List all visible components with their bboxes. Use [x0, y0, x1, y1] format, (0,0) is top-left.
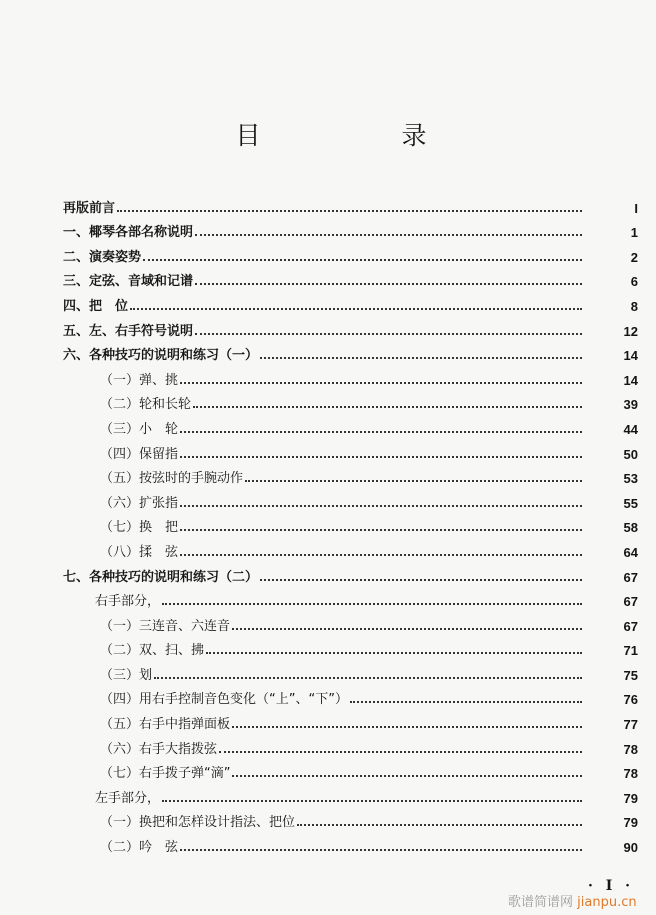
- toc-entry: [63, 412, 638, 437]
- toc-entry-page: 1: [630, 225, 638, 241]
- toc-entry-page: 2: [630, 249, 638, 265]
- page-number-footer: · I ·: [588, 878, 635, 894]
- dot-leader: [180, 849, 582, 851]
- toc-entry-page: 75: [623, 667, 638, 683]
- toc-entry: [63, 609, 638, 634]
- dot-leader: [180, 431, 582, 433]
- toc-entry-page: 58: [623, 520, 638, 536]
- toc-entry-label: 三、定弦、音域和记谱: [63, 274, 194, 290]
- page-title: 目 录: [235, 121, 485, 150]
- toc-entry-label: （四）用右手控制音色变化（“上”、“下”）: [100, 692, 348, 708]
- dot-leader: [219, 751, 582, 753]
- dot-leader: [162, 800, 582, 802]
- toc-entry-page: 79: [623, 815, 638, 831]
- dot-leader: [232, 775, 582, 777]
- toc-entry: [63, 289, 638, 314]
- toc-entry-page: 90: [623, 840, 638, 856]
- toc-entry-label: （三）划: [100, 667, 153, 683]
- toc-entry-page: 44: [623, 421, 638, 437]
- toc-entry-label: 六、各种技巧的说明和练习（一）: [63, 348, 259, 364]
- toc-entry-label: 七、各种技巧的说明和练习（二）: [63, 569, 259, 585]
- toc-entry-label: 再版前言: [63, 200, 116, 216]
- toc-entry-page: 78: [623, 741, 638, 757]
- toc-entry-page: 55: [623, 495, 638, 511]
- toc-entry-label: 一、椰琴各部名称说明: [63, 225, 194, 241]
- dot-leader: [193, 406, 582, 408]
- toc-entry-page: 53: [623, 471, 638, 487]
- toc-entry: [63, 314, 638, 339]
- toc-entry: [63, 363, 638, 388]
- toc-entry-page: 6: [630, 274, 638, 290]
- dot-leader: [232, 628, 582, 630]
- watermark: [508, 891, 637, 910]
- toc-entry: [63, 732, 638, 757]
- toc-entry-page: 79: [623, 790, 638, 806]
- toc-entry-label: （一）三连音、六连音: [100, 618, 231, 634]
- toc-entry-label: （八）揉 弦: [100, 544, 179, 560]
- toc-entry-label: （二）吟 弦: [100, 840, 179, 856]
- dot-leader: [195, 333, 582, 335]
- dot-leader: [180, 382, 582, 384]
- toc-entry-label: 四、把 位: [63, 298, 129, 314]
- toc-entry-label: （七）右手拨子弹“滴”: [100, 766, 231, 782]
- dot-leader: [260, 579, 582, 581]
- toc-entry-page: 67: [623, 569, 638, 585]
- dot-leader: [195, 283, 582, 285]
- toc-entry: [63, 535, 638, 560]
- toc-entry: [63, 757, 638, 782]
- toc-entry-label: （六）扩张指: [100, 495, 179, 511]
- dot-leader: [260, 357, 582, 359]
- toc-entry: [63, 830, 638, 855]
- toc-entry-page: 50: [623, 446, 638, 462]
- toc-entry: [63, 265, 638, 290]
- toc-entry-label: 左手部分，: [95, 790, 161, 806]
- toc-entry-page: 12: [623, 323, 638, 339]
- toc-entry: [63, 585, 638, 610]
- dot-leader: [245, 480, 582, 482]
- toc-entry: [63, 560, 638, 585]
- toc-entry: [63, 486, 638, 511]
- toc-entry-label: 二、演奏姿势: [63, 249, 142, 265]
- toc-entry: [63, 240, 638, 265]
- watermark-en: jianpu.cn: [577, 895, 637, 910]
- toc-entry-label: （三）小 轮: [100, 421, 179, 437]
- dot-leader: [180, 456, 582, 458]
- dot-leader: [297, 824, 582, 826]
- toc-entry: [63, 511, 638, 536]
- toc-entry-label: （四）保留指: [100, 446, 179, 462]
- dot-leader: [143, 259, 582, 261]
- toc-entry-page: 14: [623, 348, 638, 364]
- toc-entry-page: 64: [623, 544, 638, 560]
- dot-leader: [162, 603, 582, 605]
- table-of-contents: [63, 191, 638, 855]
- toc-entry-page: 78: [623, 766, 638, 782]
- dot-leader: [350, 701, 582, 703]
- toc-entry-page: 76: [623, 692, 638, 708]
- toc-entry-page: I: [634, 200, 638, 216]
- toc-entry-label: （一）弹、挑: [100, 372, 179, 388]
- dot-leader: [180, 529, 582, 531]
- toc-entry-page: 67: [623, 618, 638, 634]
- dot-leader: [154, 677, 582, 679]
- toc-entry-label: （一）换把和怎样设计指法、把位: [100, 815, 296, 831]
- toc-entry-page: 14: [623, 372, 638, 388]
- dot-leader: [117, 210, 582, 212]
- toc-entry-label: （二）双、扫、拂: [100, 643, 205, 659]
- watermark-cn: 歌谱简谱网: [508, 895, 574, 910]
- toc-entry-label: （五）右手中指弹面板: [100, 717, 231, 733]
- toc-entry-label: （六）右手大指拨弦: [100, 741, 218, 757]
- toc-entry-label: （二）轮和长轮: [100, 397, 192, 413]
- toc-entry: [63, 339, 638, 364]
- toc-entry: [63, 683, 638, 708]
- toc-entry-label: 五、左、右手符号说明: [63, 323, 194, 339]
- toc-entry: [63, 707, 638, 732]
- toc-entry: [63, 634, 638, 659]
- toc-entry: [63, 216, 638, 241]
- toc-entry: [63, 191, 638, 216]
- toc-entry: [63, 781, 638, 806]
- toc-entry-page: 77: [623, 717, 638, 733]
- dot-leader: [195, 234, 582, 236]
- toc-entry-label: 右手部分，: [95, 594, 161, 610]
- dot-leader: [130, 308, 582, 310]
- dot-leader: [180, 554, 582, 556]
- toc-entry: [63, 437, 638, 462]
- toc-entry-page: 71: [623, 643, 638, 659]
- dot-leader: [180, 505, 582, 507]
- toc-entry-label: （七）换 把: [100, 520, 179, 536]
- toc-entry: [63, 658, 638, 683]
- toc-entry-label: （五）按弦时的手腕动作: [100, 471, 244, 487]
- toc-entry: [63, 388, 638, 413]
- toc-entry-page: 67: [623, 594, 638, 610]
- toc-entry: [63, 462, 638, 487]
- toc-entry: [63, 806, 638, 831]
- toc-entry-page: 8: [630, 298, 638, 314]
- dot-leader: [206, 652, 582, 654]
- toc-entry-page: 39: [623, 397, 638, 413]
- dot-leader: [232, 726, 582, 728]
